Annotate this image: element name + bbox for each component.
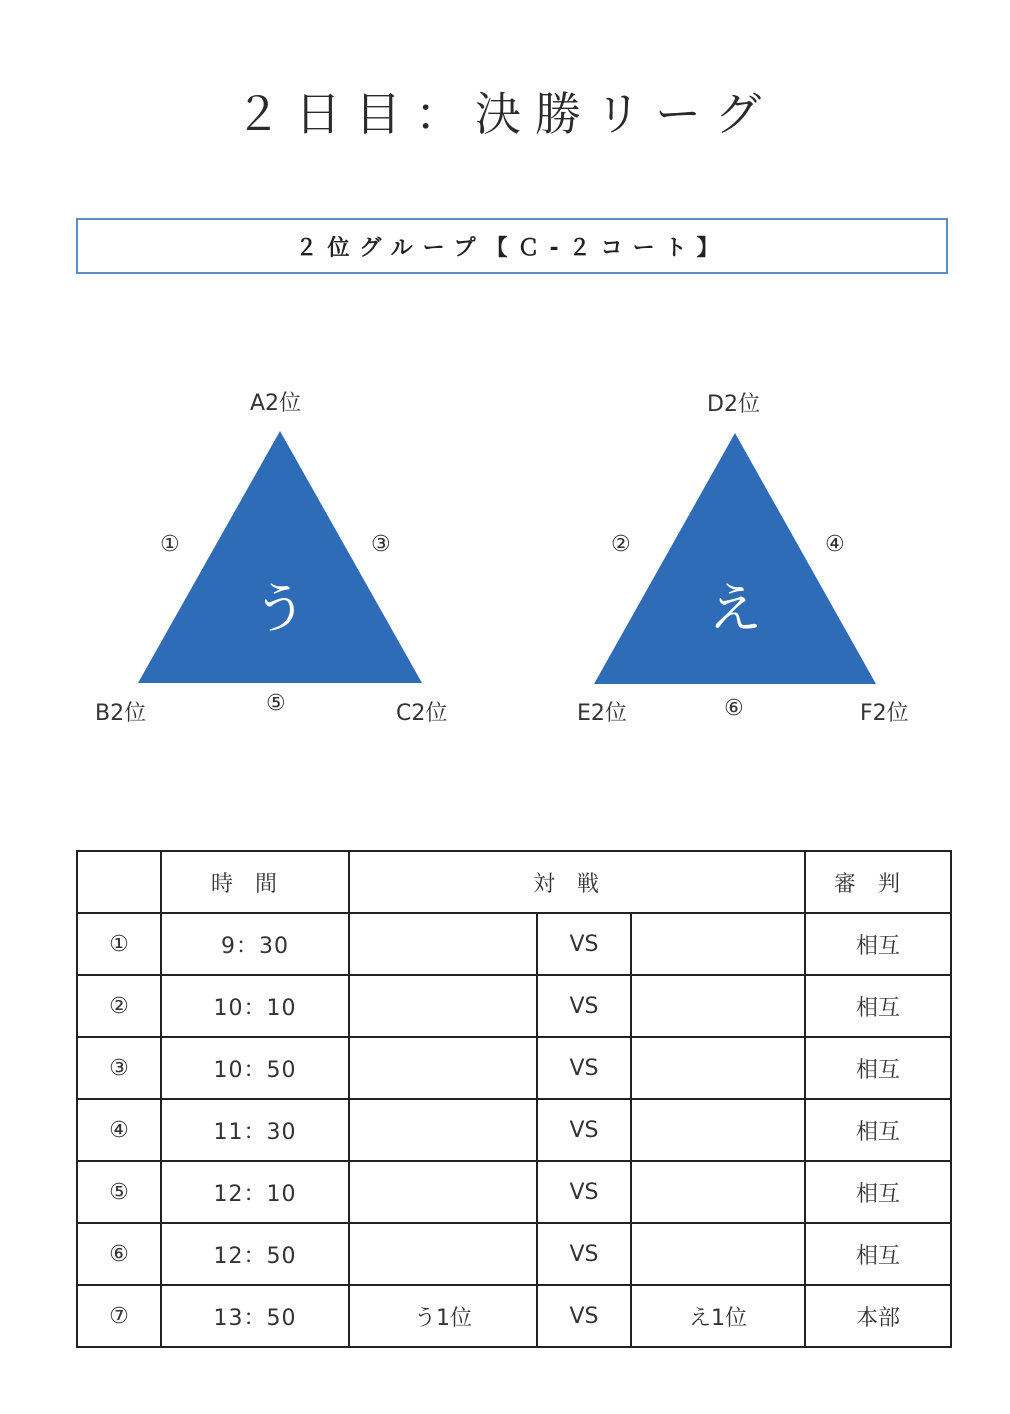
match-time: 9：30 <box>161 913 349 975</box>
match-number: ③ <box>77 1037 161 1099</box>
match-time: 10：50 <box>161 1037 349 1099</box>
vertex-d2: D2位 <box>707 392 760 417</box>
team-b-cell: え1位 <box>631 1285 805 1347</box>
table-row <box>77 1099 951 1161</box>
header-no <box>77 851 161 913</box>
match-time: 10：10 <box>161 975 349 1037</box>
vs-label: VS <box>537 1037 631 1099</box>
team-a-cell <box>349 913 537 975</box>
header-time: 時間 <box>161 851 349 913</box>
vs-label: VS <box>537 913 631 975</box>
match-number: ① <box>77 913 161 975</box>
team-b-cell <box>631 1223 805 1285</box>
table-row <box>77 1285 951 1347</box>
vs-label: VS <box>537 1285 631 1347</box>
table-row <box>77 975 951 1037</box>
team-b-cell <box>631 1161 805 1223</box>
team-a-cell <box>349 1223 537 1285</box>
vs-label: VS <box>537 1161 631 1223</box>
match-time: 11：30 <box>161 1099 349 1161</box>
schedule-table <box>76 850 952 1348</box>
triangle-u-label: う <box>253 577 307 640</box>
vertex-c2: C2位 <box>396 701 448 726</box>
team-a-cell <box>349 1037 537 1099</box>
referee-cell: 相互 <box>805 1099 951 1161</box>
vs-label: VS <box>537 1099 631 1161</box>
match-time: 13：50 <box>161 1285 349 1347</box>
match-number: ② <box>77 975 161 1037</box>
referee-cell: 相互 <box>805 975 951 1037</box>
table-row <box>77 1037 951 1099</box>
match-1-marker: ① <box>160 532 180 557</box>
page-title: ２日目：決勝リーグ <box>235 87 775 141</box>
team-a-cell <box>349 975 537 1037</box>
vertex-a2: A2位 <box>250 391 302 416</box>
header-referee: 審判 <box>805 851 951 913</box>
match-number: ⑦ <box>77 1285 161 1347</box>
match-5-marker: ⑤ <box>266 691 286 716</box>
table-row <box>77 1223 951 1285</box>
vertex-b2: B2位 <box>95 701 147 726</box>
vertex-e2: E2位 <box>577 701 627 726</box>
match-number: ④ <box>77 1099 161 1161</box>
match-3-marker: ③ <box>371 532 391 557</box>
team-a-cell <box>349 1161 537 1223</box>
match-number: ⑥ <box>77 1223 161 1285</box>
table-row <box>77 913 951 975</box>
triangle-e-label: え <box>708 577 762 640</box>
table-header-row <box>77 851 951 913</box>
vs-label: VS <box>537 975 631 1037</box>
referee-cell: 相互 <box>805 1037 951 1099</box>
triangle-e <box>594 433 876 684</box>
team-a-cell: う1位 <box>349 1285 537 1347</box>
team-b-cell <box>631 975 805 1037</box>
match-4-marker: ④ <box>825 532 845 557</box>
referee-cell: 本部 <box>805 1285 951 1347</box>
match-6-marker: ⑥ <box>724 696 744 721</box>
referee-cell: 相互 <box>805 913 951 975</box>
vertex-f2: F2位 <box>860 701 909 726</box>
match-time: 12：50 <box>161 1223 349 1285</box>
referee-cell: 相互 <box>805 1223 951 1285</box>
table-row <box>77 1161 951 1223</box>
group-header: ２位グループ【Ｃ-２コート】 <box>76 218 948 274</box>
triangle-u <box>138 431 422 683</box>
match-time: 12：10 <box>161 1161 349 1223</box>
header-match: 対戦 <box>349 851 805 913</box>
match-number: ⑤ <box>77 1161 161 1223</box>
team-b-cell <box>631 1037 805 1099</box>
vs-label: VS <box>537 1223 631 1285</box>
team-b-cell <box>631 913 805 975</box>
referee-cell: 相互 <box>805 1161 951 1223</box>
match-2-marker: ② <box>611 532 631 557</box>
team-b-cell <box>631 1099 805 1161</box>
team-a-cell <box>349 1099 537 1161</box>
